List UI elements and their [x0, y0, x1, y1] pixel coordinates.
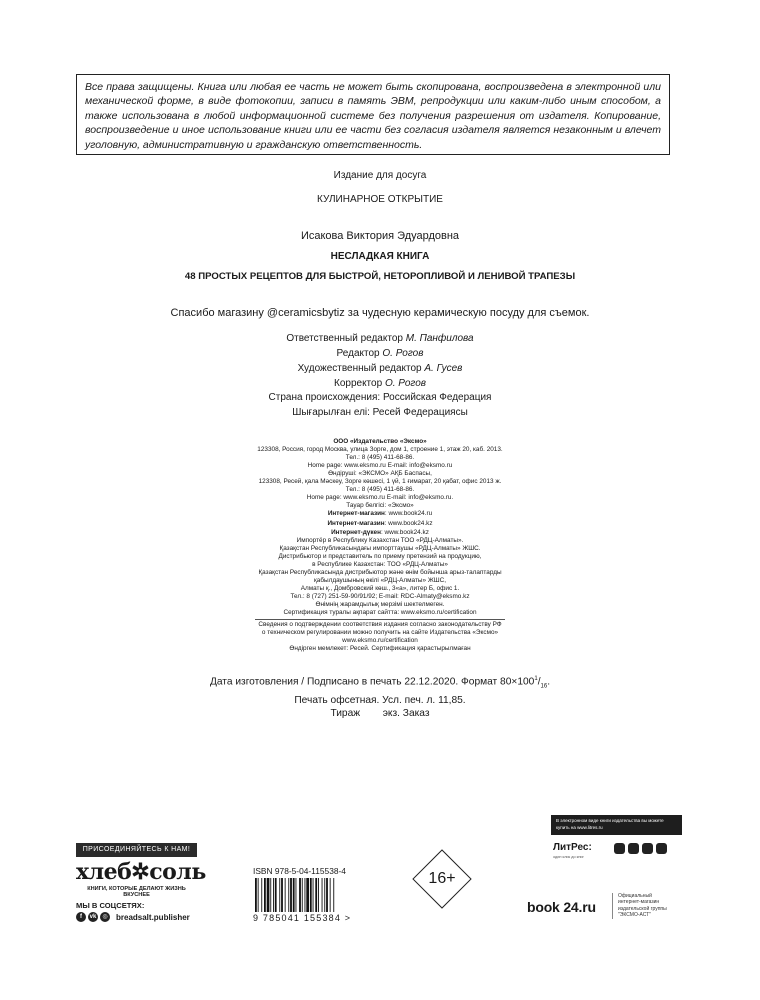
credit-line: Художественный редактор А. Гусев [297, 363, 463, 374]
imprint-line: Алматы қ., Домбровский көш., 3«а», литер Б, офис 1. [300, 584, 460, 592]
imprint-line: Тел.: 8 (495) 411-68-86. [345, 454, 415, 462]
credits-block [0, 331, 760, 391]
litres-banner: В электронном виде книги издательства вы можете купить на www.litres.ru [551, 815, 682, 835]
barcode [253, 878, 369, 914]
imprint-line: о техническом регулировании можно получить на сайте Издательства «Эксмо» [261, 629, 499, 637]
thanks-line: Спасибо магазину @ceramicsbytiz за чудесную керамическую посуду для съемок. [170, 307, 590, 319]
imprint-line: Тауар белгісі: «Эксмо» [346, 502, 414, 510]
imprint-line: Сертификация туралы ақпарат сайтта: www.eksmo.ru/certification [283, 608, 477, 616]
barcode-number: 9 785041 155384 > [253, 913, 352, 923]
shop-line: Интернет-магазин: www.book24.kz [327, 520, 433, 528]
origin-ru: Страна происхождения: Российская Федерация [268, 392, 492, 403]
credit-line: Корректор О. Рогов [334, 378, 426, 389]
print-info [0, 673, 760, 721]
publisher-imprint [200, 438, 560, 653]
platform-icons [614, 843, 667, 854]
vk-icon[interactable]: vk [89, 914, 97, 920]
credit-line: Ответственный редактор М. Панфилова [286, 333, 474, 344]
imprint-line: Тел.: 8 (727) 251-59-90/91/92; E-mail: RDC-Almaty@eksmo.kz [290, 592, 470, 600]
age-rating-label: 16+ [428, 870, 456, 887]
instagram-icon[interactable]: ◎ [100, 912, 110, 922]
litres-logo: ЛитРес: [553, 842, 592, 853]
imprint-line: 123308, Россия, город Москва, улица Зорге, дом 1, строение 1, этаж 20, каб. 2013. [257, 446, 503, 454]
litres-tagline: один клик до книг [553, 855, 584, 859]
copyright-notice: Все права защищены. Книга или любая ее часть не может быть скопирована, воспроизведена в электронной или механической форме, в виде фотокопии, записи в память ЭВМ, репродукции или каким-либо иным способом, а также использована в любой информационной системе без получения разрешения от издателя. Копирование, воспроизведение и иное использование книги или ее части без согласия издателя является незаконным и влечет уголовную, административную и гражданскую ответственность. [76, 74, 670, 155]
imprint-line: www.eksmo.ru/certification [342, 637, 418, 645]
social-title: МЫ В СОЦСЕТЯХ: [76, 901, 145, 910]
shop-line: Интернет-магазин: www.book24.ru [327, 510, 433, 518]
credit-line: Редактор О. Рогов [336, 348, 424, 359]
print-date-line: Дата изготовления / Подписано в печать 22.12.2020. Формат $80\times 100^1/_{16}$. [209, 676, 551, 690]
isbn-label: ISBN 978-5-04-115538-4 [253, 866, 346, 876]
shop-line: Интернет-дүкен: www.book24.kz [331, 528, 429, 536]
social-links [76, 912, 190, 922]
apple-icon [614, 843, 625, 854]
book-title: НЕСЛАДКАЯ КНИГА [330, 251, 430, 262]
imprint-divider [255, 619, 505, 620]
book24-note: Официальный интернет-магазин издательской группы "ЭКСМО-АСТ" [618, 893, 667, 919]
book24-divider [612, 893, 613, 919]
print-run-line: Тираж экз. Заказ [330, 708, 430, 720]
imprint-line: қабылдаушының өкілі «РДЦ-Алматы» ЖШС, [314, 576, 446, 584]
imprint-line: Тел.: 8 (495) 411-68-86. [345, 486, 415, 494]
social-handle: breadsalt.publisher [116, 912, 190, 922]
imprint-line: Дистрибьютор и представитель по приему претензий на продукцию, [278, 552, 482, 560]
age-rating [412, 849, 472, 909]
brand-tagline: КНИГИ, КОТОРЫЕ ДЕЛАЮТ ЖИЗНЬ ВКУСНЕЕ [87, 886, 186, 898]
print-method-line: Печать офсетная. Усл. печ. л. 11,85. [294, 694, 466, 706]
imprint-line: 123308, Ресей, қала Мәскеу, Зорге көшесі, 1 үй, 1 ғимарат, 20 қабат, офис 2013 ж. [258, 478, 502, 486]
imprint-line: Home page: www.eksmo.ru E-mail: info@eksmo.ru. [306, 494, 454, 502]
imprint-line: Қазақстан Республикасында дистрибьютор және өнім бойынша арыз-талаптарды [258, 568, 502, 576]
origin-kz: Шығарылған елі: Ресей Федерациясы [292, 407, 468, 418]
author-name: Исакова Виктория Эдуардовна [300, 230, 460, 242]
imprint-line: Home page: www.eksmo.ru E-mail: info@eksmo.ru [307, 462, 453, 470]
publisher-name: ООО «Издательство «Эксмо» [333, 438, 427, 445]
android-icon [628, 843, 639, 854]
imprint-line: Өндірген мемлекет: Ресей. Сертификация қарастырылмаған [289, 645, 471, 653]
windows-icon [656, 843, 667, 854]
imprint-line: Өндіруші: «ЭКСМО» АҚБ Баспасы, [328, 470, 432, 478]
imprint-line: Қазақстан Республикасындағы импорттаушы «РДЦ-Алматы» ЖШС. [279, 544, 481, 552]
book24-logo: book 24.ru [527, 899, 596, 915]
join-us-banner: ПРИСОЕДИНЯЙТЕСЬ К НАМ! [76, 843, 197, 857]
series-name: КУЛИНАРНОЕ ОТКРЫТИЕ [317, 194, 443, 205]
book-subtitle: 48 ПРОСТЫХ РЕЦЕПТОВ ДЛЯ БЫСТРОЙ, НЕТОРОПЛИВОЙ И ЛЕНИВОЙ ТРАПЕЗЫ [184, 271, 576, 282]
imprint-line: Импортёр в Республику Казахстан ТОО «РДЦ-Алматы». [296, 536, 464, 544]
origin-block [0, 390, 760, 420]
imprint-line: Сведения о подтверждении соответствия издания согласно законодательству РФ [258, 621, 502, 629]
web-icon [642, 843, 653, 854]
imprint-line: Өнімнің жарамдылық мерзімі шектелмеген. [315, 600, 445, 608]
breadsalt-logo: хлеб✲соль [76, 859, 206, 885]
imprint-line: в Республике Казахстан: ТОО «РДЦ-Алматы» [312, 560, 448, 568]
edition-type: Издание для досуга [333, 170, 427, 181]
facebook-icon[interactable]: f [76, 912, 86, 922]
